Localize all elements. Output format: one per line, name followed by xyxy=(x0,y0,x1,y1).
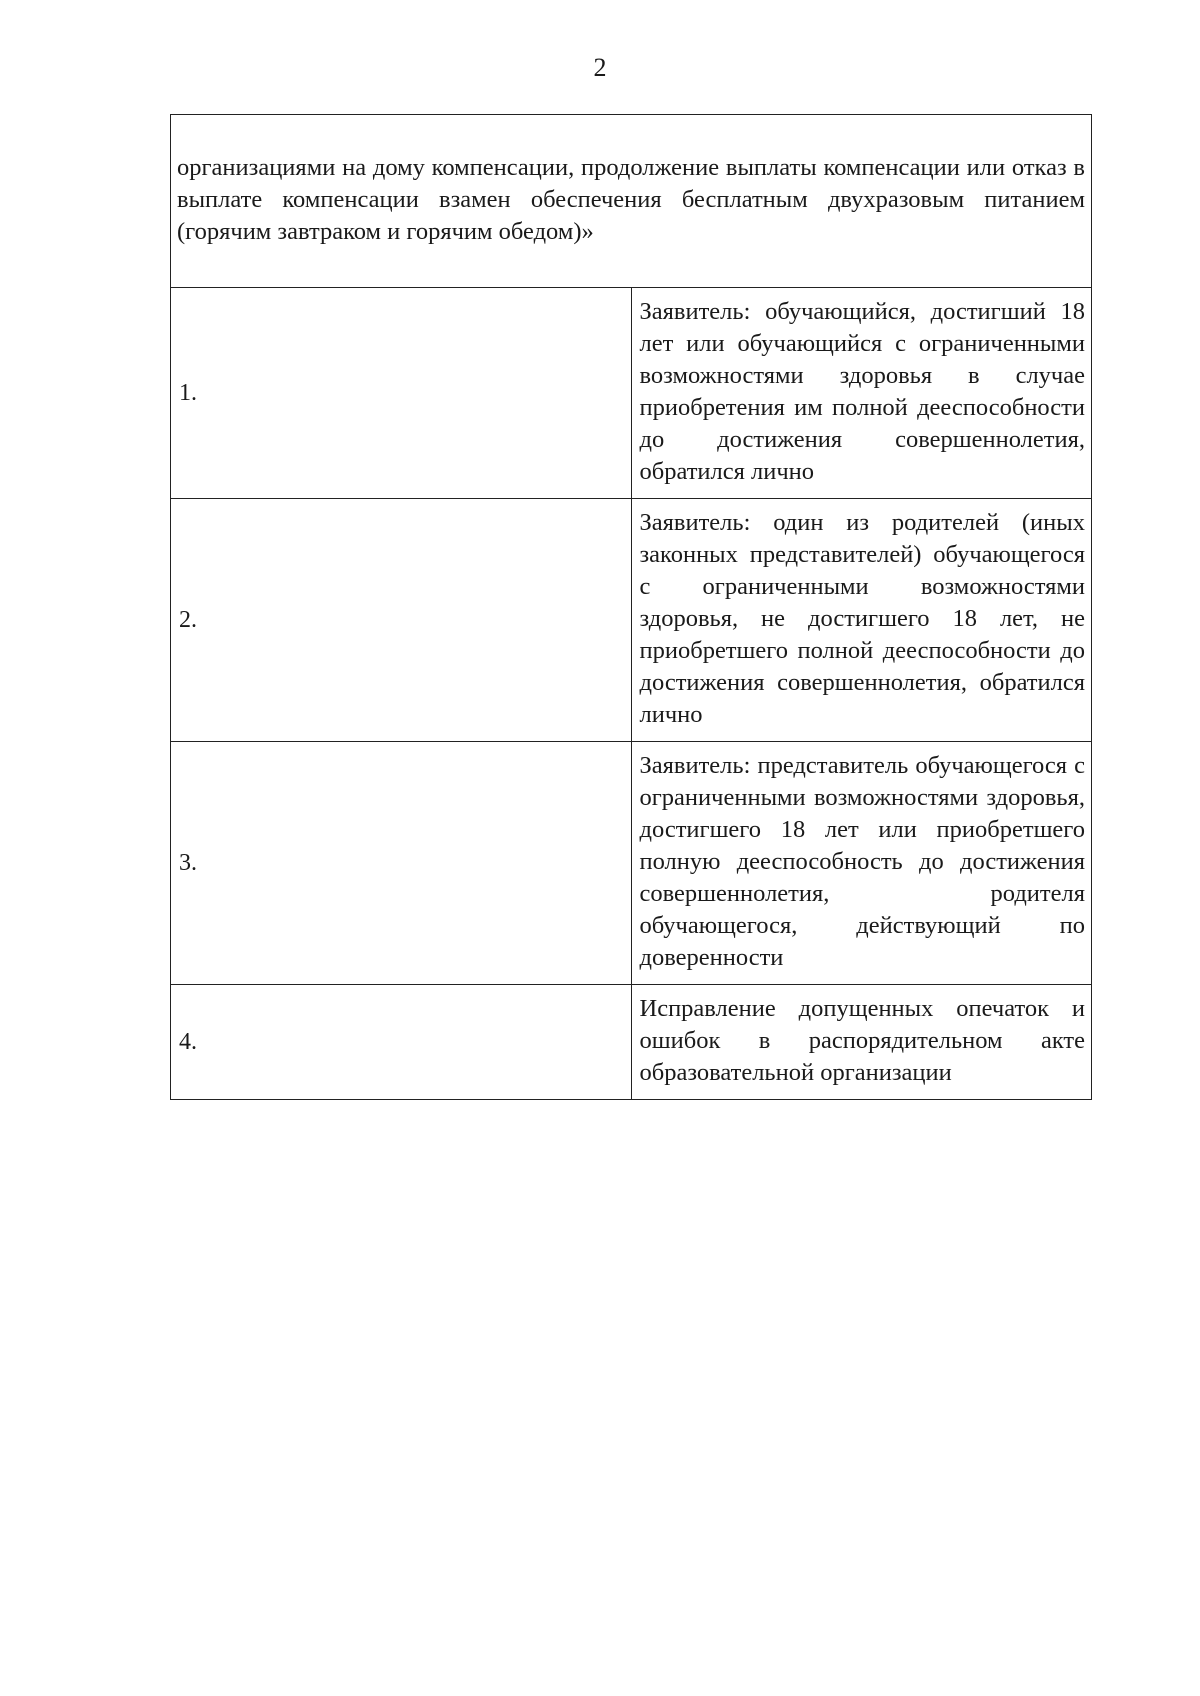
variants-table xyxy=(170,114,1092,1100)
row-number: 1. xyxy=(171,288,632,499)
row-number: 2. xyxy=(171,499,632,742)
page-number: 2 xyxy=(593,53,607,82)
row-text: Заявитель: обучающийся, достигший 18 лет или обучающийся с ограниченными возможностями здоровья в случае приобретения им полной дееспособности до достижения совершеннолетия, обратился лично xyxy=(631,288,1092,499)
row-text: Исправление допущенных опечаток и ошибок в распорядительном акте образовательной организации xyxy=(631,985,1092,1100)
row-number: 3. xyxy=(171,742,632,985)
table-row xyxy=(171,288,1092,499)
table-row xyxy=(171,499,1092,742)
table-row xyxy=(171,985,1092,1100)
table-header-cell: организациями на дому компенсации, продолжение выплаты компенсации или отказ в выплате компенсации взамен обеспечения бесплатным двухразовым питанием (горячим завтраком и горячим обедом)» xyxy=(171,115,1092,288)
table-header-row xyxy=(171,115,1092,288)
row-number: 4. xyxy=(171,985,632,1100)
table-row xyxy=(171,742,1092,985)
row-text: Заявитель: представитель обучающегося с ограниченными возможностями здоровья, достигшего 18 лет или приобретшего полную дееспособность до достижения совершеннолетия, родителя обучающегося, действующий по доверенности xyxy=(631,742,1092,985)
row-text: Заявитель: один из родителей (иных законных представителей) обучающегося с ограниченными возможностями здоровья, не достигшего 18 лет, не приобретшего полной дееспособности до достижения совершеннолетия, обратился лично xyxy=(631,499,1092,742)
